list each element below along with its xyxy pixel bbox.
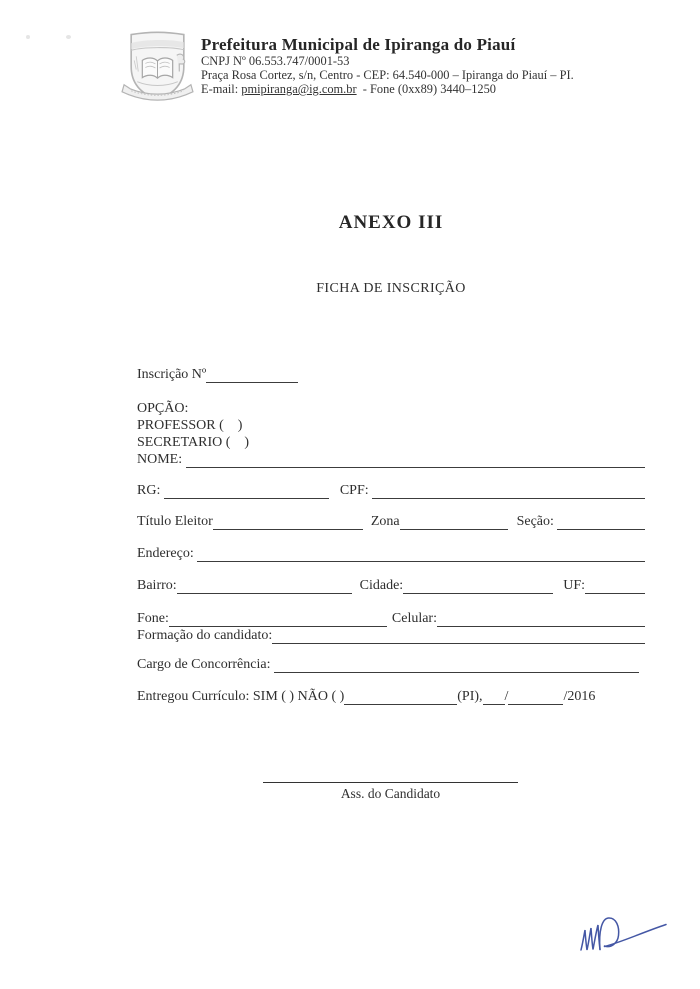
cidade-field-line[interactable] — [403, 578, 553, 594]
cidade-label: Cidade: — [359, 578, 404, 593]
row-fone-celular — [137, 610, 645, 627]
cpf-field-line[interactable] — [372, 483, 645, 499]
month-field-line[interactable] — [508, 689, 563, 705]
org-address: Praça Rosa Cortez, s/n, Centro - CEP: 64.540-000 – Ipiranga do Piauí – PI. — [201, 68, 574, 82]
handwritten-signature-icon — [577, 911, 669, 957]
email-link: pmipiranga@ig.com.br — [241, 82, 357, 96]
titulo-eleitor-field-line[interactable] — [213, 514, 363, 530]
row-inscricao — [137, 366, 645, 383]
secretario-option[interactable]: SECRETARIO ( ) — [137, 435, 250, 450]
signature-field-line[interactable] — [263, 770, 518, 783]
municipal-crest-logo-icon — [117, 29, 198, 105]
org-contact — [201, 82, 671, 96]
row-formacao — [137, 627, 645, 644]
celular-field-line[interactable] — [437, 611, 645, 627]
annex-title: ANEXO III — [338, 212, 444, 233]
row-rg-cpf — [137, 482, 645, 499]
day-field-line[interactable] — [483, 689, 505, 705]
opcao-label: OPÇÃO: — [137, 401, 189, 416]
row-titulo-eleitor — [137, 513, 645, 530]
form-title: FICHA DE INSCRIÇÃO — [316, 281, 466, 296]
contact-prefix: E-mail: — [201, 82, 242, 96]
scan-artifact-speck — [26, 35, 30, 39]
titulo-eleitor-label: Título Eleitor — [137, 514, 213, 529]
rg-label: RG: — [137, 483, 164, 498]
professor-option[interactable]: PROFESSOR ( ) — [137, 418, 243, 433]
inscricao-label: Inscrição Nº — [137, 367, 207, 382]
cargo-field-line[interactable] — [274, 657, 639, 673]
secao-label: Seção: — [516, 514, 558, 529]
org-cnpj: CNPJ Nº 06.553.747/0001-53 — [201, 54, 350, 68]
formacao-field-line[interactable] — [272, 628, 645, 644]
row-nome — [137, 451, 645, 468]
row-entregou-curriculo — [137, 688, 645, 705]
fone-field-line[interactable] — [169, 611, 387, 627]
secao-field-line[interactable] — [557, 514, 645, 530]
date-slash: / — [504, 689, 509, 704]
inscricao-field-line[interactable] — [206, 367, 298, 383]
row-cargo — [137, 656, 645, 673]
document-header — [201, 35, 671, 96]
row-bairro-cidade-uf — [137, 577, 645, 594]
fone-label: Fone: — [137, 611, 169, 626]
bairro-label: Bairro: — [137, 578, 177, 593]
row-endereco — [137, 545, 645, 562]
nao-checkbox[interactable]: NÃO ( ) — [297, 689, 345, 704]
row-secretario — [137, 434, 645, 451]
endereco-label: Endereço: — [137, 546, 198, 561]
signature-label: Ass. do Candidato — [340, 786, 441, 801]
nome-field-line[interactable] — [186, 452, 645, 468]
cargo-label: Cargo de Concorrência: — [137, 657, 274, 672]
bairro-field-line[interactable] — [177, 578, 352, 594]
local-field-line[interactable] — [344, 689, 457, 705]
zona-field-line[interactable] — [400, 514, 508, 530]
uf-label: UF: — [563, 578, 585, 593]
zona-label: Zona — [370, 514, 400, 529]
uf-field-line[interactable] — [585, 578, 645, 594]
cpf-label: CPF: — [339, 483, 373, 498]
year-label: /2016 — [563, 689, 596, 704]
sim-checkbox[interactable]: SIM ( ) — [252, 689, 298, 704]
nome-label: NOME: — [137, 452, 186, 467]
celular-label: Celular: — [391, 611, 437, 626]
formacao-label: Formação do candidato: — [137, 628, 273, 643]
local-label: (PI), — [457, 689, 483, 704]
rg-field-line[interactable] — [164, 483, 329, 499]
org-name: Prefeitura Municipal de Ipiranga do Piauí — [201, 35, 516, 54]
scan-artifact-speck — [66, 35, 71, 39]
entregou-label: Entregou Currículo: — [137, 689, 253, 704]
row-professor — [137, 417, 645, 434]
contact-suffix: - Fone (0xx89) 3440–1250 — [356, 82, 496, 96]
row-opcao — [137, 400, 645, 417]
endereco-field-line[interactable] — [197, 546, 645, 562]
